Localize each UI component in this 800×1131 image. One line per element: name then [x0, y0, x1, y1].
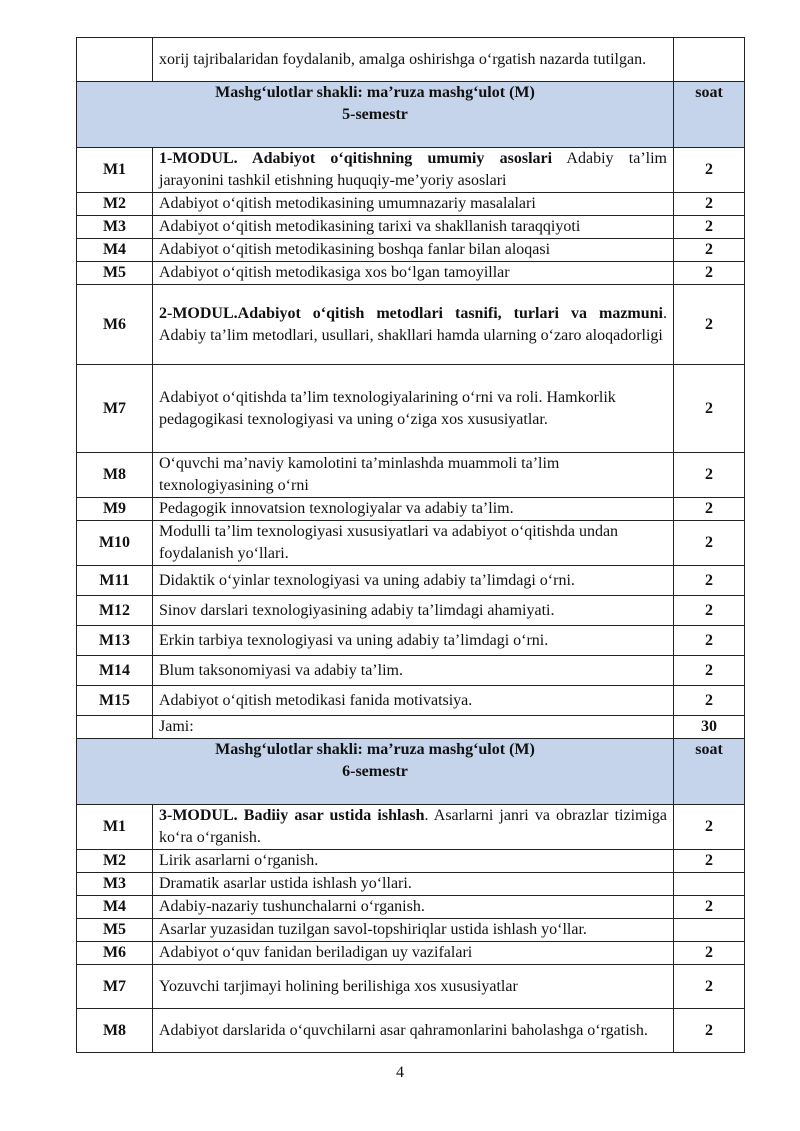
table-row — [77, 919, 745, 942]
section-header-row — [77, 739, 745, 805]
table-row — [77, 498, 745, 521]
topic-text: Modulli ta’lim texnologiyasi xususiyatlari va adabiyot o‘qitishda undan foydalanish yo‘llari. — [159, 523, 619, 562]
lesson-hours: 2 — [674, 942, 745, 965]
lesson-hours: 2 — [674, 566, 745, 596]
lesson-topic — [153, 453, 674, 498]
lesson-topic — [153, 566, 674, 596]
lesson-hours: 2 — [674, 453, 745, 498]
lesson-topic — [153, 365, 674, 453]
section-title: Mashg‘ulotlar shakli: ma’ruza mashg‘ulot (M) — [215, 741, 535, 758]
table-row — [77, 285, 745, 365]
lesson-topic — [153, 148, 674, 193]
lesson-topic — [153, 262, 674, 285]
lesson-code: M3 — [77, 216, 153, 239]
lesson-code: M7 — [77, 965, 153, 1009]
semester-label: 6-semestr — [342, 763, 408, 780]
lesson-code: M10 — [77, 521, 153, 566]
topic-text: Lirik asarlarni o‘rganish. — [159, 852, 319, 869]
lesson-code: M4 — [77, 896, 153, 919]
total-row — [77, 716, 745, 739]
lesson-hours: 2 — [674, 498, 745, 521]
module-title: 2-MODUL.Adabiyot o‘qitish metodlari tasnifi, turlari va mazmuni — [159, 304, 663, 322]
table-row — [77, 566, 745, 596]
lesson-hours: 2 — [674, 285, 745, 365]
lesson-code: M8 — [77, 1009, 153, 1053]
table-row — [77, 239, 745, 262]
lesson-hours: 2 — [674, 965, 745, 1009]
lesson-code: M1 — [77, 805, 153, 850]
table-row — [77, 850, 745, 873]
lesson-code: M8 — [77, 453, 153, 498]
lesson-hours: 2 — [674, 216, 745, 239]
table-row — [77, 942, 745, 965]
total-label: Jami: — [153, 716, 674, 739]
topic-text: Adabiy ta’lim jarayonini tashkil etishning huquqiy-me’yoriy asoslari — [159, 150, 667, 189]
module-title: 1-MODUL. Adabiyot o‘qitishning umumiy asoslari — [159, 150, 553, 167]
lesson-hours: 2 — [674, 596, 745, 626]
topic-text: Adabiyot darslarida o‘quvchilarni asar qahramonlarini baholashga o‘rgatish. — [159, 1021, 648, 1039]
table-row — [77, 453, 745, 498]
lesson-topic — [153, 285, 674, 365]
topic-text: Adabiyot o‘qitish metodikasiga xos bo‘lgan tamoyillar — [159, 264, 510, 281]
topic-text: Sinov darslari texnologiyasining adabiy ta’limdagi ahamiyati. — [159, 601, 555, 619]
lesson-code: M7 — [77, 365, 153, 453]
topic-text: O‘quvchi ma’naviy kamolotini ta’minlashda muammoli ta’lim texnologiyasining o‘rni — [159, 455, 560, 494]
curriculum-table — [76, 37, 745, 1053]
lesson-hours: 2 — [674, 686, 745, 716]
section-title: Mashg‘ulotlar shakli: ma’ruza mashg‘ulot (M) — [215, 84, 535, 101]
table-row — [77, 656, 745, 686]
table-row — [77, 805, 745, 850]
lesson-code: M14 — [77, 656, 153, 686]
table-row — [77, 365, 745, 453]
table-row — [77, 521, 745, 566]
topic-text: . Asarlarni janri va obrazlar tizimiga ko‘ra o‘rganish. — [159, 807, 668, 846]
lesson-topic — [153, 919, 674, 942]
topic-text: Yozuvchi tarjimayi holining berilishiga xos xususiyatlar — [159, 977, 518, 995]
lesson-code: M11 — [77, 566, 153, 596]
topic-text: Pedagogik innovatsion texnologiyalar va adabiy ta’lim. — [159, 500, 514, 517]
topic-text: Adabiy-nazariy tushunchalarni o‘rganish. — [159, 898, 425, 915]
lesson-code: M5 — [77, 262, 153, 285]
lesson-code: M12 — [77, 596, 153, 626]
lesson-topic — [153, 626, 674, 656]
topic-text: Adabiyot o‘qitish metodikasining boshqa fanlar bilan aloqasi — [159, 241, 551, 258]
topic-text: . Adabiy ta’lim metodlari, usullari, shakllari hamda ularning o‘zaro aloqadorligi — [159, 304, 667, 344]
lesson-hours: 2 — [674, 521, 745, 566]
lesson-code: M2 — [77, 850, 153, 873]
lesson-code: M2 — [77, 193, 153, 216]
intro-text: xorij tajribalaridan foydalanib, amalga oshirishga o‘rgatish nazarda tutilgan. — [153, 38, 674, 82]
module-title: 3-MODUL. Badiiy asar ustida ishlash — [159, 807, 425, 824]
table-row — [77, 896, 745, 919]
lesson-hours: 2 — [674, 896, 745, 919]
lesson-hours: 2 — [674, 626, 745, 656]
table-row — [77, 148, 745, 193]
lesson-topic — [153, 965, 674, 1009]
table-row — [77, 193, 745, 216]
table-row — [77, 596, 745, 626]
lesson-hours: 2 — [674, 656, 745, 686]
page-number: 4 — [396, 1064, 404, 1081]
lesson-topic — [153, 596, 674, 626]
table-row — [77, 262, 745, 285]
lesson-topic — [153, 239, 674, 262]
lesson-topic — [153, 873, 674, 896]
lesson-code: M9 — [77, 498, 153, 521]
lesson-hours: 2 — [674, 805, 745, 850]
topic-text: Adabiyot o‘quv fanidan beriladigan uy vazifalari — [159, 944, 473, 961]
semester-label: 5-semestr — [342, 106, 408, 123]
lesson-code: M3 — [77, 873, 153, 896]
lesson-hours — [674, 873, 745, 896]
lesson-code: M5 — [77, 919, 153, 942]
lesson-code: M6 — [77, 285, 153, 365]
topic-text: Blum taksonomiyasi va adabiy ta’lim. — [159, 661, 403, 679]
topic-text: Dramatik asarlar ustida ishlash yo‘llari. — [159, 875, 412, 892]
topic-text: Adabiyot o‘qitish metodikasi fanida motivatsiya. — [159, 691, 473, 709]
topic-text: Adabiyot o‘qitishda ta’lim texnologiyalarining o‘rni va roli. Hamkorlik pedagogikasi texnologiyasi va uning o‘ziga xos xususiyatlar. — [159, 388, 616, 428]
lesson-code: M13 — [77, 626, 153, 656]
topic-text: Adabiyot o‘qitish metodikasining tarixi va shakllanish taraqqiyoti — [159, 218, 581, 235]
lesson-hours: 2 — [674, 148, 745, 193]
lesson-topic — [153, 498, 674, 521]
lesson-topic — [153, 850, 674, 873]
lesson-topic — [153, 193, 674, 216]
table-row — [77, 216, 745, 239]
topic-text: Asarlar yuzasidan tuzilgan savol-topshiriqlar ustida ishlash yo‘llar. — [159, 921, 587, 938]
table-row — [77, 626, 745, 656]
lesson-hours: 2 — [674, 365, 745, 453]
lesson-topic — [153, 216, 674, 239]
lesson-topic — [153, 896, 674, 919]
lesson-hours — [674, 919, 745, 942]
table-row — [77, 965, 745, 1009]
table-row — [77, 873, 745, 896]
lesson-code: M4 — [77, 239, 153, 262]
lesson-hours: 2 — [674, 262, 745, 285]
lesson-hours: 2 — [674, 239, 745, 262]
lesson-code: M1 — [77, 148, 153, 193]
hours-header: soat — [674, 739, 745, 805]
intro-row — [77, 38, 745, 82]
topic-text: Adabiyot o‘qitish metodikasining umumnazariy masalalari — [159, 195, 536, 212]
hours-header: soat — [674, 82, 745, 148]
lesson-topic — [153, 521, 674, 566]
topic-text: Erkin tarbiya texnologiyasi va uning adabiy ta’limdagi o‘rni. — [159, 631, 549, 649]
lesson-code: M15 — [77, 686, 153, 716]
table-row — [77, 686, 745, 716]
lesson-hours: 2 — [674, 1009, 745, 1053]
topic-text: Didaktik o‘yinlar texnologiyasi va uning adabiy ta’limdagi o‘rni. — [159, 571, 575, 589]
lesson-hours: 2 — [674, 193, 745, 216]
lesson-code: M6 — [77, 942, 153, 965]
lesson-topic — [153, 656, 674, 686]
lesson-hours: 2 — [674, 850, 745, 873]
lesson-topic — [153, 1009, 674, 1053]
total-hours: 30 — [674, 716, 745, 739]
table-row — [77, 1009, 745, 1053]
lesson-topic — [153, 686, 674, 716]
lesson-topic — [153, 805, 674, 850]
section-header-row — [77, 82, 745, 148]
lesson-topic — [153, 942, 674, 965]
